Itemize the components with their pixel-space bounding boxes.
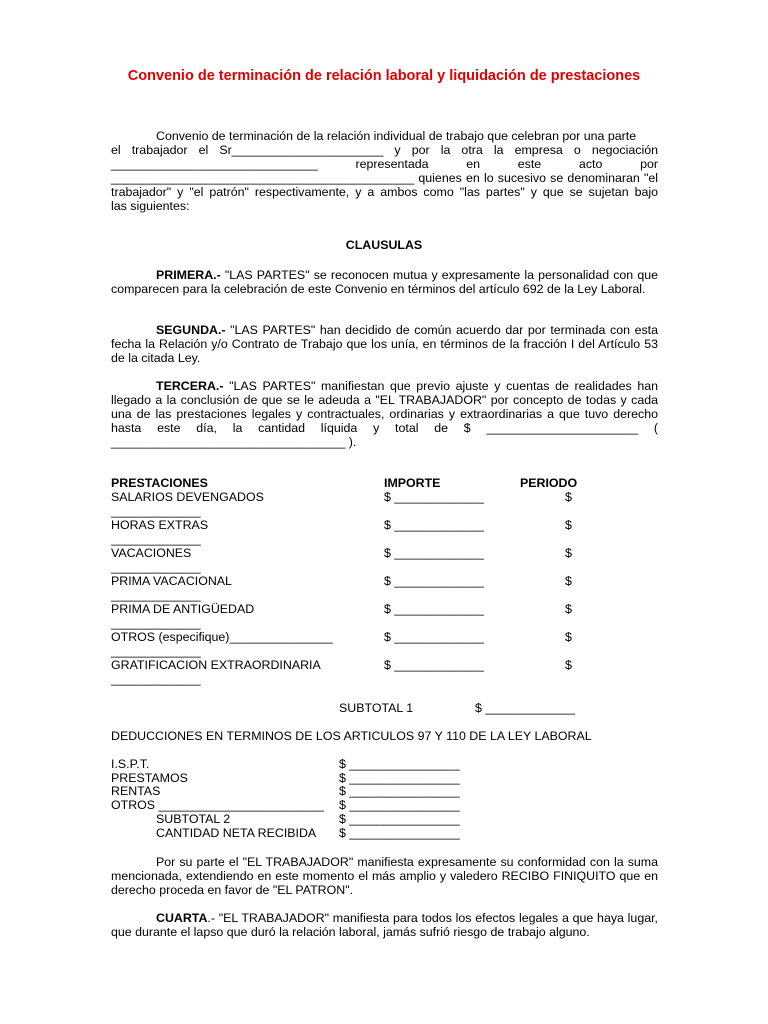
- document-title: Convenio de terminación de relación laboral y liquidación de prestaciones: [127, 68, 641, 84]
- intro-line-1: Convenio de terminación de la relación individual de trabajo que celebran por una parte: [156, 129, 637, 143]
- row-label: VACACIONES: [111, 546, 192, 560]
- row-importe: $ _____________: [384, 658, 484, 672]
- row-periodo: $: [565, 658, 572, 672]
- deduccion-value: $ ________________: [339, 784, 460, 798]
- row-periodo: $: [565, 490, 572, 504]
- row-periodo: $: [565, 630, 572, 644]
- primera-label: PRIMERA.-: [156, 268, 221, 282]
- cuarta-label: CUARTA: [156, 911, 208, 925]
- deduccion-label: PRESTAMOS: [111, 771, 188, 785]
- row-blank: _____________: [111, 644, 201, 658]
- cantidad-neta-value: $ ________________: [339, 826, 460, 840]
- intro-line-3: ______________________________ representada en este acto por: [111, 157, 658, 171]
- row-blank: _____________: [111, 672, 201, 686]
- clause-cuarta: [111, 911, 658, 939]
- conformidad-text: Por su parte el "EL TRABAJADOR" manifiesta expresamente su conformidad con la suma mencionada, extendiendo en este momento el más amplio y valedero RECIBO FINIQUITO que en derecho proceda en favor de "EL PATRON".: [111, 855, 658, 897]
- subtotal-1-value: $ _____________: [475, 701, 575, 715]
- row-blank: _____________: [111, 560, 201, 574]
- row-importe: $ _____________: [384, 490, 484, 504]
- deduccion-value: $ ________________: [339, 757, 460, 771]
- clause-tercera: [111, 379, 658, 449]
- deduccion-label: OTROS ________________________: [111, 798, 324, 812]
- row-periodo: $: [565, 546, 572, 560]
- row-blank: _____________: [111, 616, 201, 630]
- row-label: SALARIOS DEVENGADOS: [111, 490, 264, 504]
- intro-line-2: el trabajador el Sr______________________ y por la otra la empresa o negociación: [111, 143, 658, 157]
- row-importe: $ _____________: [384, 630, 484, 644]
- conformidad-paragraph: [111, 855, 658, 897]
- tercera-label: TERCERA.-: [156, 379, 224, 393]
- row-blank: _____________: [111, 532, 201, 546]
- clause-primera: [111, 268, 658, 296]
- deduccion-value: $ ________________: [339, 771, 460, 785]
- row-blank: _____________: [111, 588, 201, 602]
- deduccion-value: $ ________________: [339, 798, 460, 812]
- intro-line-4: ____________________________________________ quienes en lo sucesivo se denominaran "el: [111, 171, 658, 185]
- row-importe: $ _____________: [384, 574, 484, 588]
- clausulas-heading: CLAUSULAS: [345, 238, 423, 252]
- deduccion-label: I.S.P.T.: [111, 757, 150, 771]
- row-label: OTROS (especifique)_______________: [111, 630, 333, 644]
- row-periodo: $: [565, 518, 572, 532]
- segunda-text: "LAS PARTES" han decidido de común acuerdo dar por terminada con esta fecha la Relación y/o Contrato de Trabajo que los unía, en términos de la fracción I del Artículo 53 de la citada Ley.: [111, 323, 658, 365]
- segunda-label: SEGUNDA.-: [156, 323, 226, 337]
- row-blank: _____________: [111, 504, 201, 518]
- clause-segunda: [111, 323, 658, 365]
- cuarta-text: .- "EL TRABAJADOR" manifiesta para todos los efectos legales a que haya lugar, que durante el lapso que duró la relación laboral, jamás sufrió riesgo de trabajo alguno.: [111, 911, 658, 939]
- row-importe: $ _____________: [384, 602, 484, 616]
- intro-line-6: las siguientes:: [111, 199, 190, 213]
- row-periodo: $: [565, 574, 572, 588]
- intro-line-5: trabajador" y "el patrón" respectivamente, y a ambos como "las partes" y que se sujetan bajo: [111, 185, 658, 199]
- deduccion-label: RENTAS: [111, 784, 161, 798]
- subtotal-1-label: SUBTOTAL 1: [339, 701, 414, 715]
- subtotal-2-label: SUBTOTAL 2: [156, 812, 231, 826]
- header-importe: IMPORTE: [384, 476, 441, 490]
- row-label: GRATIFICACION EXTRAORDINARIA: [111, 658, 321, 672]
- row-label: PRIMA DE ANTIGÜEDAD: [111, 602, 255, 616]
- row-label: PRIMA VACACIONAL: [111, 574, 232, 588]
- row-label: HORAS EXTRAS: [111, 518, 209, 532]
- header-prestaciones: PRESTACIONES: [111, 476, 208, 490]
- cantidad-neta-label: CANTIDAD NETA RECIBIDA: [156, 826, 317, 840]
- header-periodo: PERIODO: [520, 476, 578, 490]
- row-importe: $ _____________: [384, 546, 484, 560]
- row-periodo: $: [565, 602, 572, 616]
- row-importe: $ _____________: [384, 518, 484, 532]
- primera-text: "LAS PARTES" se reconocen mutua y expresamente la personalidad con que comparecen para la celebración de este Convenio en términos del artículo 692 de la Ley Laboral.: [111, 268, 658, 296]
- deducciones-heading: DEDUCCIONES EN TERMINOS DE LOS ARTICULOS 97 Y 110 DE LA LEY LABORAL: [111, 729, 592, 743]
- subtotal-2-value: $ ________________: [339, 812, 460, 826]
- tercera-text: "LAS PARTES" manifiestan que previo ajuste y cuentas de realidades han llegado a la conclusión de que se le adeuda a "EL TRABAJADOR" por concepto de todas y cada una de las prestaciones legales y contractuales, ordinarias y extraordinarias a que tuvo derecho hasta este día, la cantidad líquida y total de $ ______________________ ( __________________________________ ).: [111, 379, 658, 449]
